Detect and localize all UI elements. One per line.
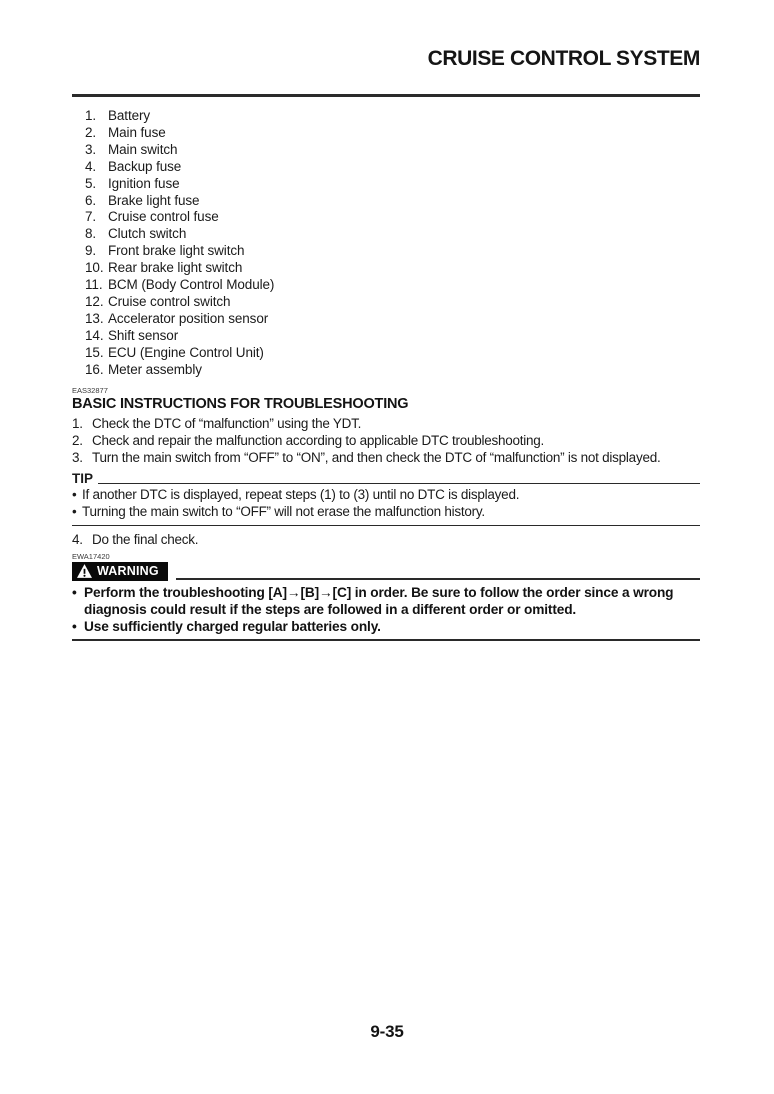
parts-item-label: BCM (Body Control Module) xyxy=(108,277,275,293)
page-number: 9-35 xyxy=(370,1022,404,1041)
parts-list-item xyxy=(85,108,700,125)
parts-item-number: 4. xyxy=(85,158,97,174)
parts-list-item xyxy=(85,294,700,311)
warning-bullet-text: Perform the troubleshooting [A]→[B]→[C] in order. Be sure to follow the order since a wrong diagnosis could result if the steps are followed in a different order or omitted. xyxy=(84,584,674,617)
final-check-step xyxy=(72,531,700,548)
parts-list-item xyxy=(85,277,700,294)
bullet-glyph: • xyxy=(72,584,77,600)
tip-rule xyxy=(98,483,700,484)
parts-item-label: ECU (Engine Control Unit) xyxy=(108,344,264,360)
bullet-glyph: • xyxy=(72,486,77,502)
warning-rule xyxy=(176,578,700,580)
parts-item-number: 13. xyxy=(85,310,104,326)
warning-bullet-text: Use sufficiently charged regular batteries only. xyxy=(84,618,381,634)
parts-item-label: Cruise control switch xyxy=(108,293,231,309)
parts-list-item xyxy=(85,209,700,226)
parts-item-number: 8. xyxy=(85,226,97,242)
parts-item-number: 10. xyxy=(85,260,104,276)
troubleshooting-step xyxy=(72,415,700,432)
step-number: 1. xyxy=(72,415,83,431)
step-number: 3. xyxy=(72,449,83,465)
parts-item-label: Shift sensor xyxy=(108,327,179,343)
troubleshooting-steps xyxy=(72,415,700,466)
parts-item-label: Clutch switch xyxy=(108,226,187,242)
tip-bullet-text: If another DTC is displayed, repeat steps (1) to (3) until no DTC is displayed. xyxy=(82,486,520,502)
parts-item-number: 5. xyxy=(85,175,97,191)
troubleshooting-step xyxy=(72,449,700,466)
warning-bottom-rule xyxy=(72,639,700,641)
parts-item-number: 16. xyxy=(85,361,104,377)
warning-bullet-item xyxy=(72,618,700,635)
warning-reference-code: EWA17420 xyxy=(72,551,110,561)
parts-item-label: Meter assembly xyxy=(108,361,202,377)
bullet-glyph: • xyxy=(72,618,77,634)
bullet-glyph: • xyxy=(72,503,77,519)
parts-item-label: Main fuse xyxy=(108,124,166,140)
parts-item-number: 9. xyxy=(85,243,97,259)
parts-item-number: 3. xyxy=(85,141,97,157)
final-step-number: 4. xyxy=(72,531,83,547)
warning-bullet-list xyxy=(72,584,700,635)
header-rule xyxy=(72,94,700,97)
parts-list-item xyxy=(85,142,700,159)
parts-list-item xyxy=(85,311,700,328)
tip-bullet-text: Turning the main switch to “OFF” will not erase the malfunction history. xyxy=(82,503,485,519)
step-number: 2. xyxy=(72,432,83,448)
tip-bottom-rule xyxy=(72,525,700,526)
warning-badge xyxy=(72,562,168,581)
parts-list-item xyxy=(85,345,700,362)
parts-list-item xyxy=(85,193,700,210)
parts-item-number: 2. xyxy=(85,124,97,140)
warning-triangle-icon xyxy=(77,564,92,578)
final-step-text: Do the final check. xyxy=(92,531,199,547)
parts-item-number: 15. xyxy=(85,344,104,360)
parts-list-item xyxy=(85,125,700,142)
tip-label: TIP xyxy=(72,470,94,486)
parts-item-number: 1. xyxy=(85,108,97,123)
parts-item-number: 14. xyxy=(85,327,104,343)
step-text: Check and repair the malfunction according to applicable DTC troubleshooting. xyxy=(92,432,545,448)
parts-item-label: Ignition fuse xyxy=(108,175,180,191)
warning-label: WARNING xyxy=(97,563,159,578)
parts-list-item xyxy=(85,226,700,243)
page-content xyxy=(72,0,700,641)
parts-item-label: Brake light fuse xyxy=(108,192,200,208)
step-text: Turn the main switch from “OFF” to “ON”, and then check the DTC of “malfunction” is not displayed. xyxy=(92,449,661,465)
step-text: Check the DTC of “malfunction” using the YDT. xyxy=(92,415,362,431)
parts-item-label: Accelerator position sensor xyxy=(108,310,269,326)
parts-item-number: 12. xyxy=(85,293,104,309)
parts-item-label: Front brake light switch xyxy=(108,243,245,259)
parts-list-item xyxy=(85,328,700,345)
parts-item-number: 7. xyxy=(85,209,97,225)
warning-bullet-item xyxy=(72,584,700,618)
parts-list-item xyxy=(85,159,700,176)
parts-item-label: Backup fuse xyxy=(108,158,182,174)
parts-list-item xyxy=(85,176,700,193)
warning-header xyxy=(72,562,700,581)
parts-list-item xyxy=(85,243,700,260)
parts-list xyxy=(85,108,700,379)
parts-list-item xyxy=(85,260,700,277)
parts-item-number: 11. xyxy=(85,277,103,293)
parts-item-label: Battery xyxy=(108,108,151,123)
tip-bullet-item xyxy=(72,503,700,520)
parts-item-label: Rear brake light switch xyxy=(108,260,243,276)
tip-header xyxy=(72,469,700,486)
page-title: CRUISE CONTROL SYSTEM xyxy=(427,47,700,70)
parts-item-label: Cruise control fuse xyxy=(108,209,219,225)
parts-item-label: Main switch xyxy=(108,141,178,157)
tip-bullet-item xyxy=(72,486,700,503)
troubleshooting-step xyxy=(72,432,700,449)
parts-list-item xyxy=(85,362,700,379)
parts-item-number: 6. xyxy=(85,192,97,208)
section-heading: BASIC INSTRUCTIONS FOR TROUBLESHOOTING xyxy=(72,395,409,412)
tip-bullet-list xyxy=(72,486,700,520)
section-reference-code: EAS32877 xyxy=(72,385,108,395)
